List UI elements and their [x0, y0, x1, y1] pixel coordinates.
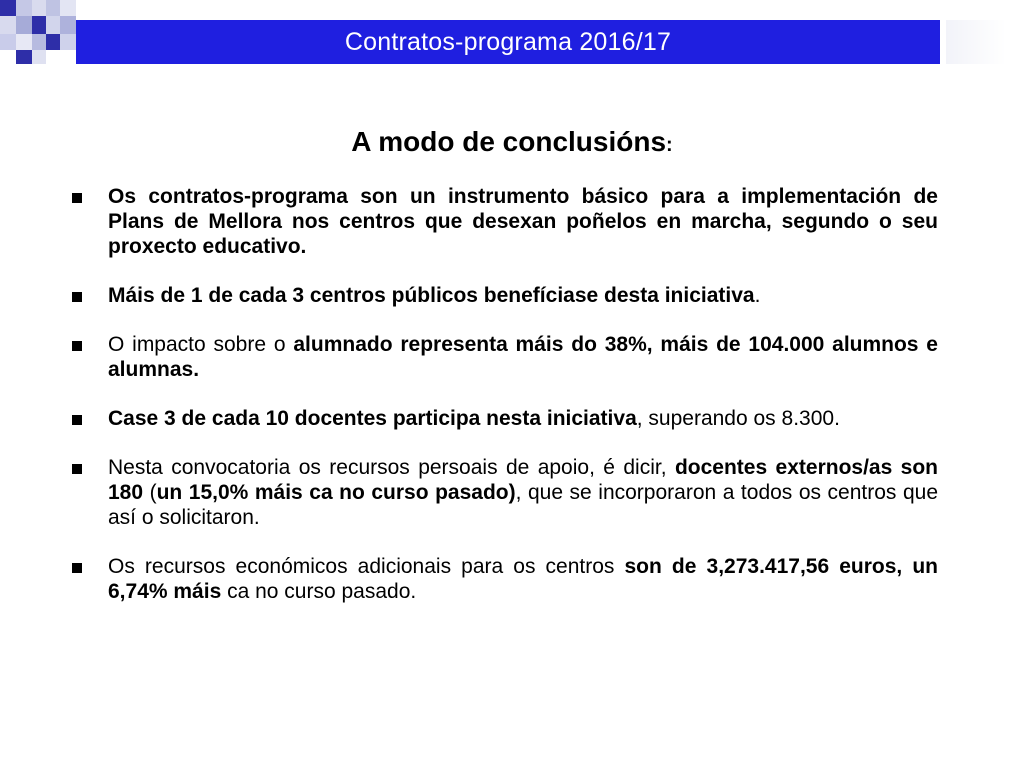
decor-square [32, 0, 46, 16]
decor-square [46, 0, 60, 16]
heading-main: A modo de conclusións [351, 126, 667, 157]
decor-square [0, 0, 16, 16]
bullet-square-icon [72, 193, 82, 203]
conclusion-text: , superando os 8.300. [636, 407, 840, 430]
conclusion-text: ( [143, 481, 157, 504]
decor-square [46, 34, 60, 50]
bullet-square-icon [72, 464, 82, 474]
decor-fade-square [946, 20, 1006, 64]
decor-square [0, 34, 16, 50]
decor-square [0, 16, 16, 34]
bullet-square-icon [72, 563, 82, 573]
conclusion-item [72, 184, 938, 259]
conclusion-item [72, 283, 938, 308]
conclusion-text: Nesta convocatoria os recursos persoais de apoio, é dicir, [108, 456, 675, 479]
conclusion-text: son de 3,273.417,56 euros, un 6,74% máis [108, 555, 938, 603]
decor-square [60, 0, 76, 16]
conclusion-text: . [754, 284, 761, 307]
conclusion-text: ca no curso pasado. [221, 580, 417, 603]
conclusion-item [72, 332, 938, 382]
bullet-square-icon [72, 415, 82, 425]
conclusion-text: alumnado representa máis do 38%, máis de 104.000 alumnos e alumnas. [108, 333, 938, 381]
decor-square [32, 50, 46, 64]
decor-square [32, 16, 46, 34]
decor-square [16, 50, 32, 64]
conclusion-text: Os recursos económicos adicionais para os centros [108, 555, 625, 578]
conclusion-text: docentes externos/as son 180 [108, 456, 938, 504]
decor-square [16, 34, 32, 50]
decor-square [16, 16, 32, 34]
decor-square [16, 0, 32, 16]
decor-square [60, 34, 76, 50]
conclusion-text: Os contratos-programa son un instrumento básico para a implementación de Plans de Mellora nos centros que desexan poñelos en marcha, segundo o seu proxecto educativo. [108, 185, 938, 258]
page-heading [0, 126, 1024, 158]
conclusion-text: un 15,0% máis ca no curso pasado) [156, 481, 516, 504]
conclusion-item [72, 554, 938, 604]
heading-colon: : [666, 134, 673, 156]
conclusion-item [72, 406, 938, 431]
decor-square [46, 16, 60, 34]
conclusion-text: O impacto sobre o [108, 333, 294, 356]
conclusion-list [72, 184, 938, 628]
bullet-square-icon [72, 292, 82, 302]
conclusion-text: Case 3 de cada 10 docentes participa nesta iniciativa [108, 407, 637, 430]
decor-square [60, 16, 76, 34]
conclusion-item [72, 455, 938, 530]
slide-title: Contratos-programa 2016/17 [344, 27, 672, 56]
decor-square [32, 34, 46, 50]
conclusion-text: , que se incorporaron a todos os centros que así o solicitaron. [108, 481, 939, 529]
title-bar [76, 20, 940, 64]
bullet-square-icon [72, 341, 82, 351]
conclusion-text: Máis de 1 de cada 3 centros públicos benefíciase desta iniciativa [108, 284, 755, 307]
